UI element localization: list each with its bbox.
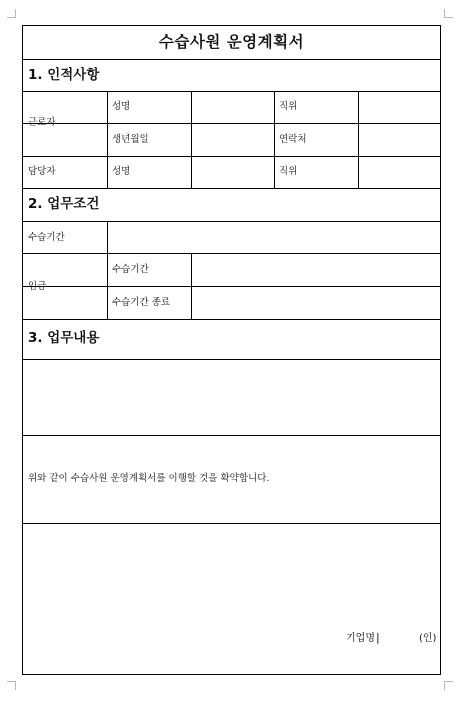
content-area: [23, 360, 440, 436]
crop-mark-bottom-right: [444, 681, 453, 690]
wage-after-label: 수습기간 종료: [112, 297, 171, 308]
wage-during-label: 수습기간: [112, 264, 149, 275]
divider-field-col: [191, 92, 192, 189]
crop-mark-top-left: [7, 9, 16, 18]
manager-position-label: 직위: [279, 166, 298, 177]
manager-label: 담당자: [28, 166, 56, 177]
name-label: 성명: [112, 101, 131, 112]
birthdate-label: 생년월일: [112, 134, 149, 145]
wage-label: 임금: [28, 281, 47, 292]
wage-after-row: [23, 287, 440, 320]
crop-mark-bottom-left: [7, 681, 16, 690]
divider-conditions-label: [107, 222, 108, 320]
text-cursor: |: [376, 631, 380, 644]
contact-label: 연락처: [279, 134, 307, 145]
form-title: 수습사원 운영계획서: [158, 33, 305, 51]
divider-value-col: [274, 92, 275, 189]
manager-row: [23, 157, 440, 189]
crop-mark-top-right: [444, 9, 453, 18]
company-name-label: 기업명: [346, 633, 375, 644]
worker-birthdate-row: [23, 124, 440, 157]
divider-label-col: [107, 92, 108, 189]
wage-during-divider: [107, 254, 440, 287]
section-content-heading: 3. 업무내용: [28, 330, 100, 346]
position-label: 직위: [279, 101, 298, 112]
confirmation-text: 위와 같이 수습사원 운영계획서를 이행할 것을 확약합니다.: [28, 473, 270, 484]
divider-wage-value: [191, 254, 192, 320]
probation-period-row: [23, 222, 440, 254]
divider-position-col: [358, 92, 359, 189]
probation-period-label: 수습기간: [28, 232, 65, 243]
probation-plan-form: [22, 25, 441, 675]
worker-label: 근로자: [28, 117, 56, 128]
section-conditions-heading: 2. 업무조건: [28, 196, 100, 212]
worker-name-row: [23, 92, 440, 124]
section-personal-heading: 1. 인적사항: [28, 67, 100, 83]
manager-name-label: 성명: [112, 166, 131, 177]
seal-mark: (인): [419, 633, 437, 644]
